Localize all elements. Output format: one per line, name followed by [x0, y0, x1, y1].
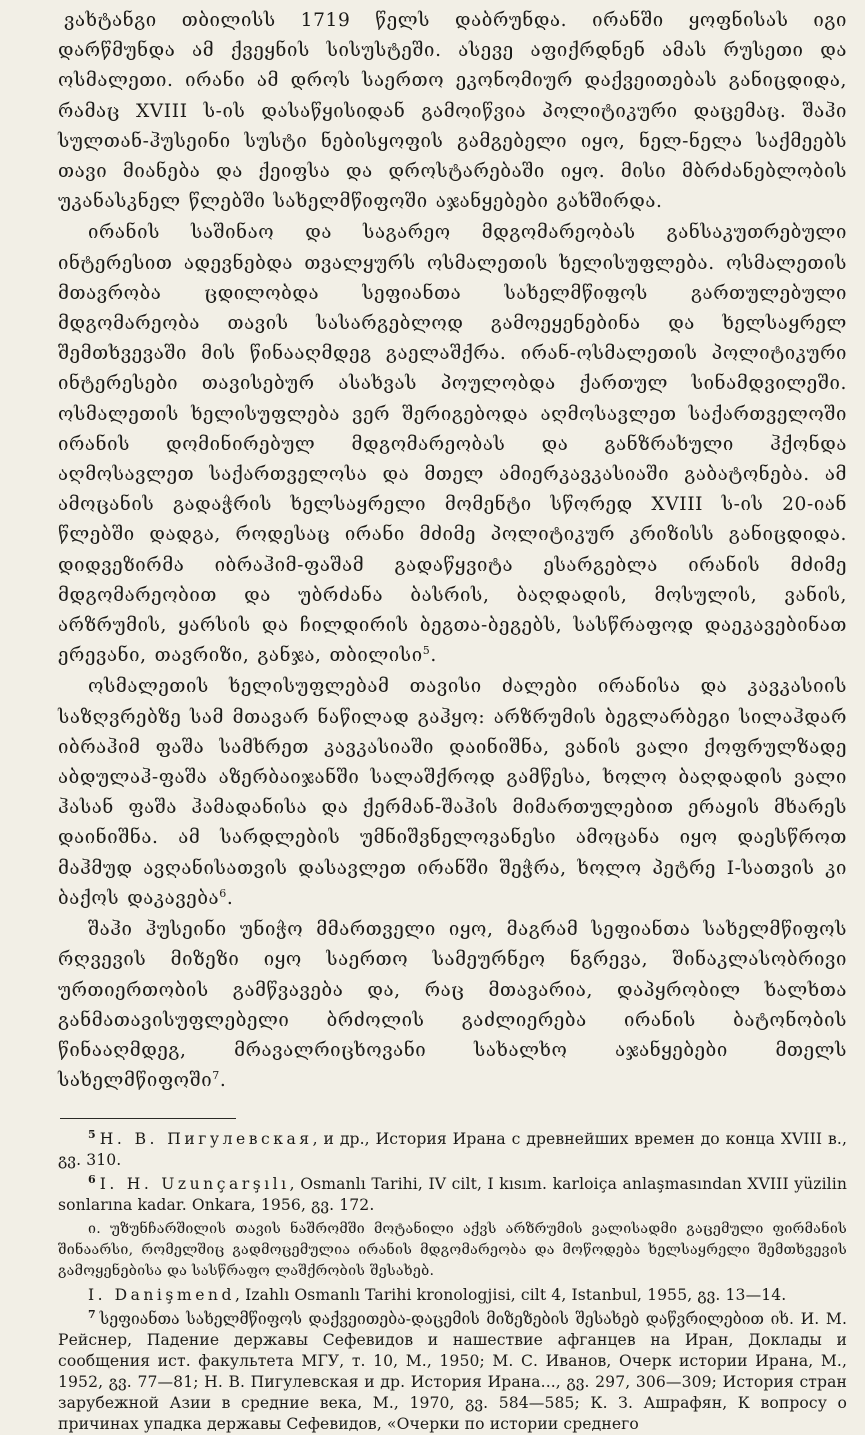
main-text [58, 6, 847, 1096]
footnotes [58, 1129, 847, 1435]
paragraph-text: ირანის საშინაო და საგარეო მდგომარეობას განსაკუთრებული ინტერესით ადევნებდა თვალყურს ოსმალეთის ხელისუფლება. ოსმალეთის მთავრობა ცდილობდა სეფიანთა სახელმწიფოს გართულებული მდგომარეობა თავის სასარგებლოდ გამოეყენებინა და ხელსაყრელ შემთხვევაში მის წინააღმდეგ გაელაშქრა. ირან-ოსმალეთის პოლიტიკური ინტერესები თავისებურ ასახვას პოულობდა ქართულ სინამდვილეში. ოსმალეთის ხელისუფლება ვერ შერიგებოდა აღმოსავლეთ საქართველოში ირანის დომინირებულ მდგომარეობას და განზრახული ჰქონდა აღმოსავლეთ საქართველოსა და მთელ ამიერკავკასიაში გაბატონება. ამ ამოცანის გადაჭრის ხელსაყრელი მომენტი სწორედ XVIII ს-ის 20-იან წლებში დადგა, როდესაც ირანი მძიმე პოლიტიკურ კრიზისს განიცდიდა. დიდვეზირმა იბრაჰიმ-ფაშამ გადაწყვიტა ესარგებლა ირანის მძიმე მდგომარეობით და უბრძანა ბასრის, ბაღდადის, მოსულის, ვანის, არზრუმის, ყარსის და ჩილდირის ბეგთა-ბეგებს, სასწრაფოდ დაეკავებინათ ერევანი, თავრიზი, განჯა, თბილისი [58, 222, 847, 667]
paragraph-text: ოსმალეთის ხელისუფლებამ თავისი ძალები ირანისა და კავკასიის საზღვრებზე სამ მთავარ ნაწილად გაჰყო: არზრუმის ბეგლარბეგი სილაჰდარ იბრაჰიმ ფაშა სამხრეთ კავკასიაში დაინიშნა, ვანის ვალი ქოფრულზადე აბდულაჰ-ფაშა აზერბაიჯანში სალაშქროდ გამწესა, ხოლო ბაღდადის ვალი ჰასან ფაშა ჰამადანისა და ქერმან-შაჰის მიმართულებით ერაყის მხარეს დაინიშნა. ამ სარდლების უმნიშვნელოვანესი ამოცანა იყო დაესწროთ მაჰმუდ ავღანისათვის დასავლეთ ირანში შეჭრა, ხოლო პეტრე I-სათვის კი ბაქოს დაკავება [58, 676, 847, 909]
footnote-separator [60, 1118, 236, 1119]
footnote [58, 1285, 847, 1306]
footnote-mark: 7 [88, 1308, 96, 1322]
footnote [58, 1174, 847, 1216]
footnote-text: , Izahlı Osmanlı Tarihi kronologjisi, cilt 4, Istanbul, 1955, გვ. 13—14. [234, 1286, 787, 1305]
paragraph: ოსმალეთის ხელისუფლებამ თავისი ძალები ირანისა და კავკასიის საზღვრებზე სამ მთავარ ნაწილად გაჰყო: არზრუმის ბეგლარბეგი სილაჰდარ იბრაჰიმ ფაშა სამხრეთ კავკასიაში დაინიშნა, ვანის ვალი ქოფრულზადე აბდულაჰ-ფაშა აზერბაიჯანში სალაშქროდ გამწესა, ხოლო ბაღდადის ვალი ჰასან ფაშა ჰამადანისა და ქერმან-შაჰის მიმართულებით ერაყის მხარეს დაინიშნა. ამ სარდლების უმნიშვნელოვანესი ამოცანა იყო დაესწროთ მაჰმუდ ავღანისათვის დასავლეთ ირანში შეჭრა, ხოლო პეტრე I-სათვის კი ბაქოს დაკავება$^6$. [58, 676, 847, 909]
footnote-text: სეფიანთა სახელმწიფოს დაქვეითება-დაცემის მიზეზების შესახებ დაწვრილებით იხ. И. М. Рейснер, Падение державы Сефевидов и нашествие афганцев на Иран, Доклады и сообщения ист. факультета МГУ, т. 10, М., 1950; М. С. Иванов, Очерк истории Ирана, М., 1952, გვ. 77—81; Н. В. Пигулевская и др. История Ирана..., გვ. 297, 306—309; История стран зарубежной Азии в средние века, М., 1970, გვ. 584—585; К. З. Ашрафян, К вопросу о причинах упадка державы Сефевидов, «Очерки по истории среднего [58, 1310, 847, 1434]
footnote-author: Н. В. Пигулевская [99, 1130, 313, 1149]
footnote [58, 1219, 847, 1282]
paragraph-text: ვახტანგი თბილისს 1719 წელს დაბრუნდა. ირანში ყოფნისას იგი დარწმუნდა ამ ქვეყნის სისუსტეში. ასევე აფიქრდნენ ამას რუსეთი და ოსმალეთი. ირანი ამ დროს საერთო ეკონომიურ დაქვეითებას განიცდიდა, რამაც XVIII ს-ის დასაწყისიდან გამოიწვია პოლიტიკური დაცემაც. შაჰი სულთან-ჰუსეინი სუსტი ნებისყოფის გამგებელი იყო, ნელ-ნელა საქმეებს თავი მიანება და ქეიფსა და დროსტარებაში იყო. მისი მბრძანებლობის უკანასკნელ წლებში სახელმწიფოში აჯანყებები გახშირდა. [58, 10, 847, 213]
footnote-reference[interactable]: 7 [212, 1068, 220, 1082]
footnote-author: I. Danişmend [88, 1286, 235, 1305]
footnote [58, 1309, 847, 1435]
footnote-reference[interactable]: 5 [422, 644, 431, 658]
paragraph: შაჰი ჰუსეინი უნიჭო მმართველი იყო, მაგრამ სეფიანთა სახელმწიფოს რღვევის მიზეზი იყო საერთო სამეურნეო ნგრევა, შინაკლასობრივი ურთიერთობის გამწვავება და, რაც მთავარია, დაპყრობილ ხალხთა განმათავისუფლებელი ბრძოლის გაძლიერება ირანის ბატონობის წინააღმდეგ, მრავალრიცხოვანი სახალხო აჯანყებები მთელს სახელმწიფოში$^7$. [58, 919, 847, 1092]
footnote-mark: 6 [88, 1173, 96, 1187]
footnote-text: , и др., История Ирана с древнейших времен до конца XVIII в., გვ. 310. [58, 1130, 847, 1170]
footnote-reference[interactable]: 6 [219, 886, 227, 900]
paragraph [58, 6, 847, 217]
paragraph-text: შაჰი ჰუსეინი უნიჭო მმართველი იყო, მაგრამ სეფიანთა სახელმწიფოს რღვევის მიზეზი იყო საერთო სამეურნეო ნგრევა, შინაკლასობრივი ურთიერთობის გამწვავება და, რაც მთავარია, დაპყრობილ ხალხთა განმათავისუფლებელი ბრძოლის გაძლიერება ირანის ბატონობის წინააღმდეგ, მრავალრიცხოვანი სახალხო აჯანყებები მთელს სახელმწიფოში [58, 919, 847, 1092]
footnote [58, 1129, 847, 1171]
footnote-text: ი. უზუნჩარშილის თავის ნაშრომში მოტანილი აქვს არზრუმის ვალისადმი გაცემული ფირმანის შინაარსი, რომელშიც გადმოცემულია ირანის მდგომარეობა და მოწოდება ხელსაყრელი შემთხვევის გამოყენებისა და სასწრაფო ლაშქრობის შესახებ. [58, 1221, 847, 1280]
footnote-text: , Osmanlı Tarihi, IV cilt, I kısım. karloiça anlaşmasından XVIII yüzilin sonlarına kadar. Onkara, 1956, გვ. 172. [58, 1175, 847, 1215]
paragraph: ირანის საშინაო და საგარეო მდგომარეობას განსაკუთრებული ინტერესით ადევნებდა თვალყურს ოსმალეთის ხელისუფლება. ოსმალეთის მთავრობა ცდილობდა სეფიანთა სახელმწიფოს გართულებული მდგომარეობა თავის სასარგებლოდ გამოეყენებინა და ხელსაყრელ შემთხვევაში მის წინააღმდეგ გაელაშქრა. ირან-ოსმალეთის პოლიტიკური ინტერესები თავისებურ ასახვას პოულობდა ქართულ სინამდვილეში. ოსმალეთის ხელისუფლება ვერ შერიგებოდა აღმოსავლეთ საქართველოში ირანის დომინირებულ მდგომარეობას და განზრახული ჰქონდა აღმოსავლეთ საქართველოსა და მთელ ამიერკავკასიაში გაბატონება. ამ ამოცანის გადაჭრის ხელსაყრელი მომენტი სწორედ XVIII ს-ის 20-იან წლებში დადგა, როდესაც ირანი მძიმე პოლიტიკურ კრიზისს განიცდიდა. დიდვეზირმა იბრაჰიმ-ფაშამ გადაწყვიტა ესარგებლა ირანის მძიმე მდგომარეობით და უბრძანა ბასრის, ბაღდადის, მოსულის, ვანის, არზრუმის, ყარსის და ჩილდირის ბეგთა-ბეგებს, სასწრაფოდ დაეკავებინათ ერევანი, თავრიზი, განჯა, თბილისი$^5$. [58, 222, 847, 667]
footnote-mark: 5 [88, 1128, 96, 1142]
footnote-author: I. H. Uzunçarşılı [99, 1175, 290, 1194]
